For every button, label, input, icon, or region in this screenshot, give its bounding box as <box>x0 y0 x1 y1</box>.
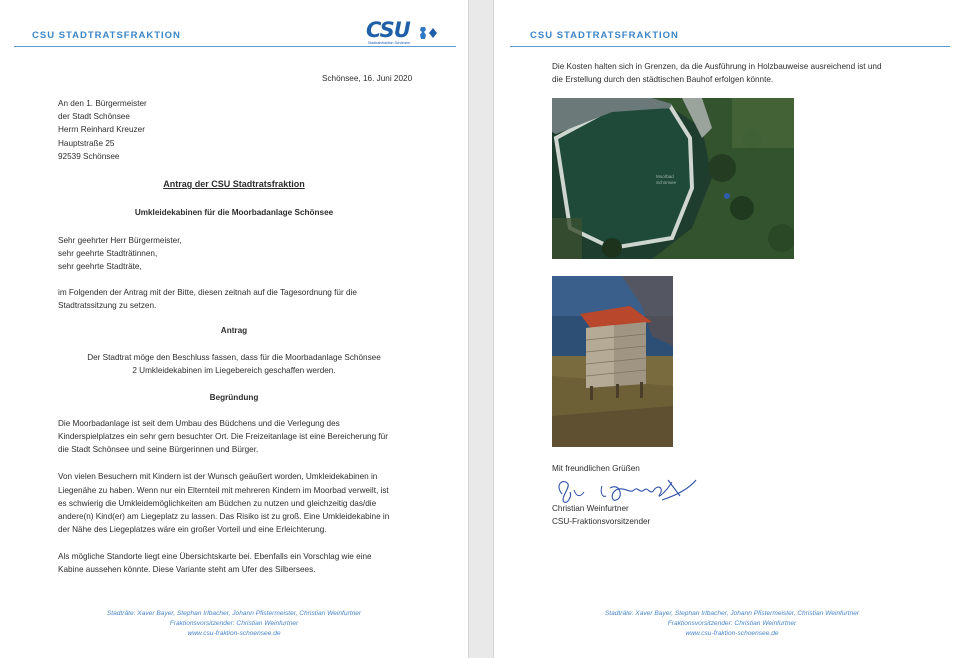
paragraph-line: der Nähe des Liegeplatzes wäre ein großer Vorteil und eine Erleichterung. <box>58 525 327 534</box>
paragraph-line: Als mögliche Standorte liegt eine Übersichtskarte bei. Ebenfalls ein Vorschlag wie eine <box>58 552 372 561</box>
letter-page-2 <box>494 0 960 658</box>
document-title: Antrag der CSU Stadtratsfraktion <box>163 179 305 189</box>
closing-line: Mit freundlichen Grüßen <box>552 464 640 473</box>
logo-text: CSU <box>366 18 410 42</box>
page-footer <box>494 609 960 640</box>
page-footer <box>0 609 468 640</box>
address-line: Hauptstraße 25 <box>58 139 115 148</box>
salutation-line: sehr geehrte Stadträtinnen, <box>58 249 158 258</box>
map-label: Moorbad <box>656 174 674 179</box>
footer-councillors: Stadträte: Xaver Bayer, Stephan Irlbacher, Johann Pfistermeister, Christian Weinfurtner <box>604 610 860 617</box>
paragraph-line: 2 Umkleidekabinen im Liegebereich geschaffen werden. <box>132 366 336 375</box>
rhombus-icon <box>429 28 437 38</box>
paragraph-line: Die Moorbadanlage ist seit dem Umbau des Büdchens und die Verlegung des <box>58 419 340 428</box>
salutation-line: sehr geehrte Stadträte, <box>58 262 142 271</box>
paragraph-line: Stadtratssitzung zu setzen. <box>58 301 157 310</box>
antrag-heading: Antrag <box>220 326 248 335</box>
paragraph-line: die Stadt Schönsee und seine Bürgerinnen und Bürger. <box>58 445 259 454</box>
document-subtitle: Umkleidekabinen für die Moorbadanlage Schönsee <box>134 208 334 217</box>
signer-role: CSU-Fraktionsvorsitzender <box>552 517 651 526</box>
paragraph-line: im Folgenden der Antrag mit der Bitte, diesen zeitnah auf die Tagesordnung für die <box>58 288 357 297</box>
footer-councillors: Stadträte: Xaver Bayer, Stephan Irlbacher, Johann Pfistermeister, Christian Weinfurtner <box>106 610 362 617</box>
paragraph-line: die Erstellung durch den städtischen Bauhof erfolgen könnte. <box>552 75 774 84</box>
paragraph-line: Der Stadtrat möge den Beschluss fassen, dass für die Moorbadanlage Schönsee <box>87 353 381 362</box>
header-divider <box>510 46 950 47</box>
paragraph-line: es schwierig die Umkleidemöglichkeiten am Büdchen zu nutzen und gleichzeitig das/die <box>58 499 377 508</box>
csu-logo <box>366 18 438 48</box>
signer-name: Christian Weinfurtner <box>552 504 629 513</box>
footer-chairman: Fraktionsvorsitzender: Christian Weinfurtner <box>169 620 299 628</box>
paragraph-line: Von vielen Besuchern mit Kindern ist der Wunsch geäußert worden, Umkleidekabinen in <box>58 472 378 481</box>
address-line: 92539 Schönsee <box>58 152 120 161</box>
paragraph-line: Kinderspielplatzes ein sehr gern besuchter Ort. Die Freizeitanlage ist eine Bereicherung für <box>58 432 388 441</box>
header-title: CSU STADTRATSFRAKTION <box>530 30 679 41</box>
letter-page-1 <box>0 0 468 658</box>
logo-subtitle: Stadtratsfraktion Schönsee <box>368 41 411 45</box>
date-line: Schönsee, 16. Juni 2020 <box>322 74 413 83</box>
changing-cabin-photo <box>552 276 673 447</box>
paragraph-line: Kabine aussehen könnte. Diese Variante steht am Ufer des Silbersees. <box>58 565 316 574</box>
aerial-map-image <box>552 98 794 259</box>
header-title: CSU STADTRATSFRAKTION <box>32 30 181 41</box>
paragraph-line: Liegenähe zu haben. Wenn nur ein Elternteil mit mehreren Kindern im Moorbad verweilt, ist <box>58 486 389 495</box>
salutation-line: Sehr geehrter Herr Bürgermeister, <box>58 236 182 245</box>
address-line: der Stadt Schönsee <box>58 112 130 121</box>
paragraph-line: andere(n) Kind(er) am Liegeplatz zu lassen. Das Risiko ist zu groß. Eine Umkleidekabine in <box>58 512 390 521</box>
footer-chairman: Fraktionsvorsitzender: Christian Weinfurtner <box>667 620 797 628</box>
map-label: Schönsee <box>656 180 677 185</box>
footer-website: www.csu-fraktion-schoensee.de <box>685 630 779 638</box>
address-line: Herrn Reinhard Kreuzer <box>58 125 145 134</box>
begruendung-heading: Begründung <box>209 393 259 402</box>
footer-website: www.csu-fraktion-schoensee.de <box>187 630 281 638</box>
paragraph-line: Die Kosten halten sich in Grenzen, da die Ausführung in Holzbauweise ausreichend ist und <box>552 62 882 71</box>
lion-icon <box>418 26 428 40</box>
page-gutter <box>468 0 494 658</box>
address-line: An den 1. Bürgermeister <box>58 99 147 108</box>
